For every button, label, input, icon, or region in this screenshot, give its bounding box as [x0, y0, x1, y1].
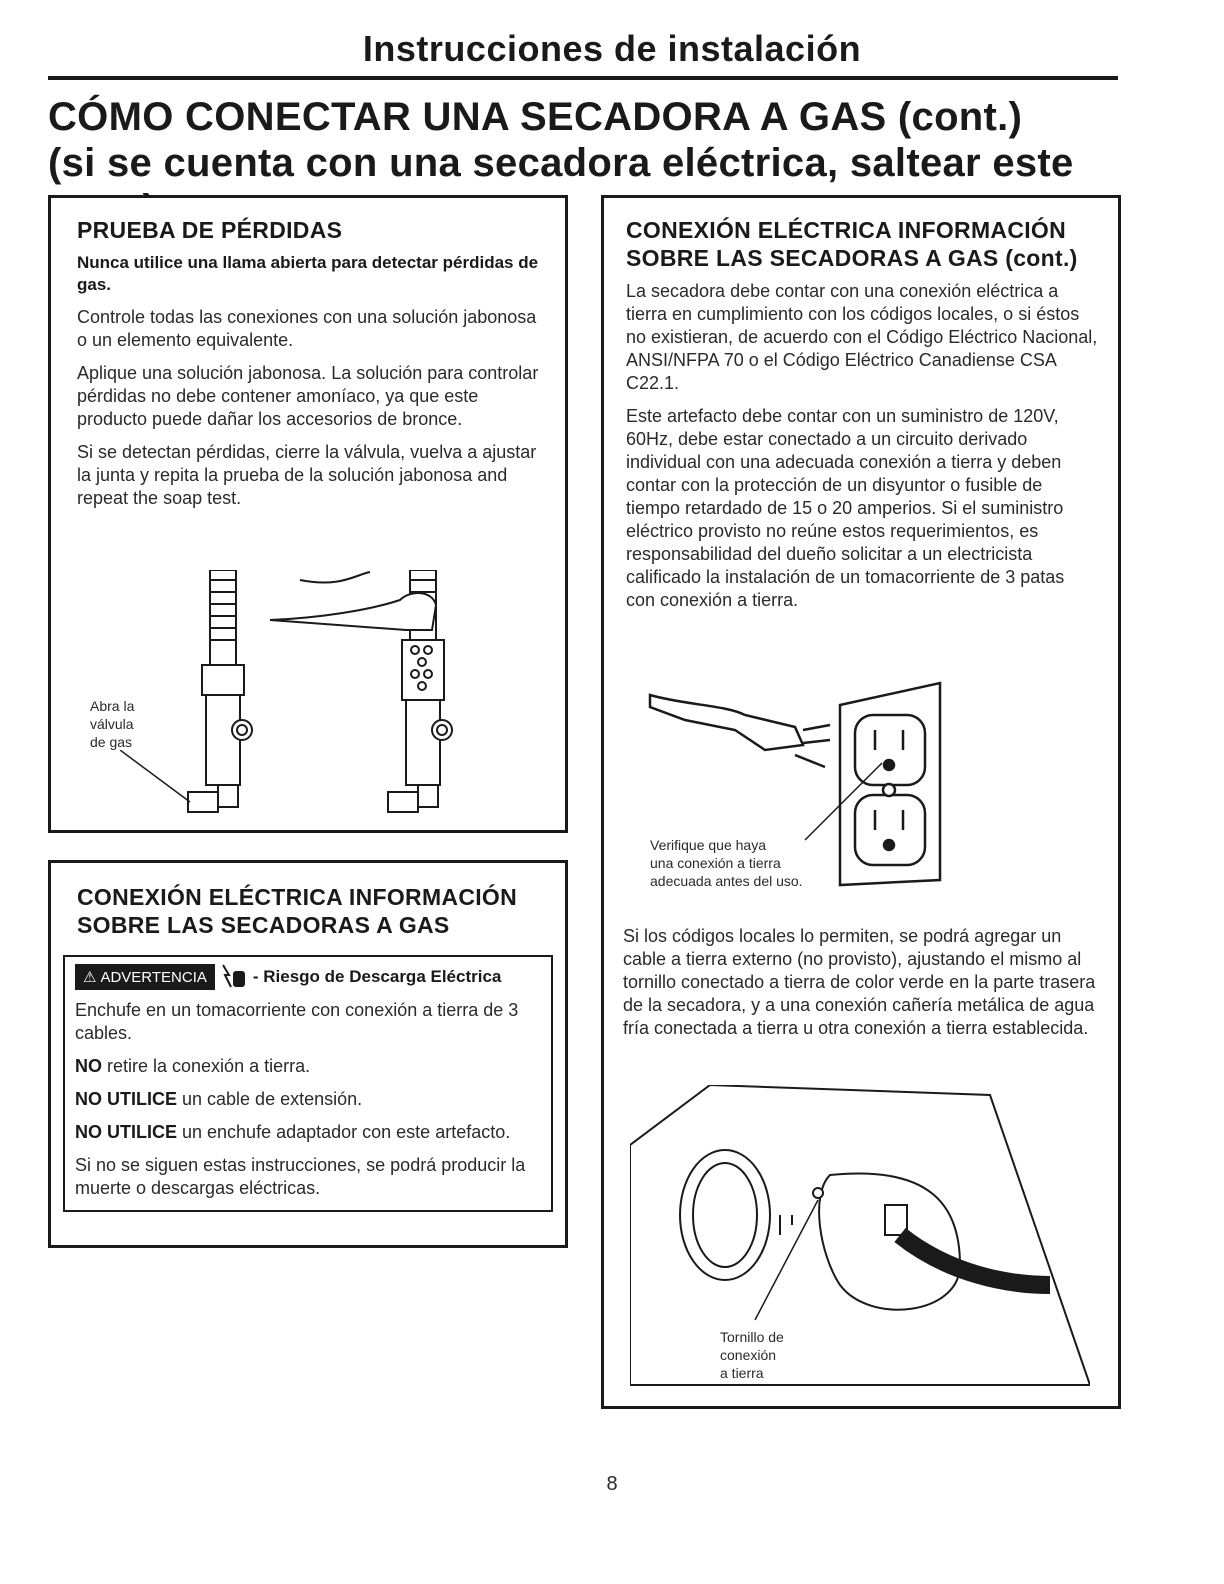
- electrical-left-title-line2: SOBRE LAS SECADORAS A GAS: [77, 912, 450, 938]
- page-number: 8: [606, 1473, 618, 1495]
- ground-screw-caption-line1: Tornillo de: [720, 1329, 784, 1345]
- page-title-line1: CÓMO CONECTAR UNA SECADORA A GAS (cont.): [48, 95, 1023, 139]
- warning-header: [75, 963, 541, 991]
- electrical-left-consequence: Si no se siguen estas instrucciones, se podrá producir la muerte o descargas eléctricas.: [75, 1155, 526, 1198]
- leak-test-paragraph-2: Aplique una solución jabonosa. La solución para controlar pérdidas no debe contener amoníaco, ya que este producto puede dañar los accesorios de bronce.: [77, 363, 539, 429]
- leak-test-paragraph-1: Controle todas las conexiones con una solución jabonosa o un elemento equivalente.: [77, 307, 537, 350]
- leak-test-warning: Nunca utilice una llama abierta para detectar pérdidas de gas.: [77, 253, 539, 294]
- ground-screw-pointer: [750, 1195, 830, 1325]
- no-remove-ground: [75, 1055, 541, 1078]
- no-remove-ground-text: retire la conexión a tierra.: [102, 1056, 311, 1076]
- warning-box: [63, 955, 553, 1212]
- electrical-right-title-line1: CONEXIÓN ELÉCTRICA INFORMACIÓN: [626, 217, 1067, 243]
- outlet-caption-line3: adecuada antes del uso.: [650, 873, 803, 889]
- electrical-info-panel-left: [48, 860, 568, 1248]
- dryer-ground-screw-illustration: [630, 1085, 1090, 1395]
- no-extension-cord-bold: NO UTILICE: [75, 1089, 177, 1109]
- outlet-caption-line1: Verifique que haya: [650, 837, 766, 853]
- gas-valve-pointer: [120, 750, 200, 810]
- warning-badge-label: ADVERTENCIA: [100, 968, 207, 986]
- electrical-right-paragraph-2: Este artefacto debe contar con un suministro de 120V, 60Hz, debe estar conectado a un circuito derivado individual con una adecuada conexión a tierra y deben contar con la protección de un disyuntor o fusible de tiempo retardado de 15 o 20 amperios. Si el suministro eléctrico provisto no reúne estos requerimientos, es responsabilidad del dueño solicitar a un electricista calificado la instalación de un tomacorriente de 3 patas con conexión a tierra.: [626, 406, 1065, 610]
- gas-valve-caption-line2: válvula: [90, 716, 134, 732]
- no-adapter-plug: [75, 1121, 541, 1144]
- leak-test-paragraph-3: Si se detectan pérdidas, cierre la válvula, vuelva a ajustar la junta y repita la prueba de la solución jabonosa and repeat the soap test.: [77, 442, 537, 508]
- no-adapter-plug-text: un enchufe adaptador con este artefacto.: [177, 1122, 511, 1142]
- no-extension-cord: [75, 1088, 541, 1111]
- gas-valve-illustration: [170, 570, 490, 820]
- ground-screw-caption-line3: a tierra: [720, 1365, 764, 1381]
- warning-badge: [75, 964, 215, 990]
- gas-valve-caption-line3: de gas: [90, 734, 133, 750]
- no-adapter-plug-bold: NO UTILICE: [75, 1122, 177, 1142]
- ground-screw-caption-line2: conexión: [720, 1347, 777, 1363]
- header-title: Instrucciones de instalación: [362, 28, 862, 69]
- electrical-right-paragraph-1: La secadora debe contar con una conexión eléctrica a tierra en cumplimiento con los códigos locales, o si éstos no existieran, de acuerdo con el Código Eléctrico Nacional, ANSI/NFPA 70 o el Código Eléctrico Canadiense CSA C22.1.: [626, 281, 1098, 393]
- header-divider: [48, 76, 1118, 80]
- electrical-right-title-line2: SOBRE LAS SECADORAS A GAS (cont.): [626, 245, 1078, 271]
- electrical-left-title-line1: CONEXIÓN ELÉCTRICA INFORMACIÓN: [77, 884, 518, 910]
- warning-risk-text: - Riesgo de Descarga Eléctrica: [252, 967, 502, 986]
- outlet-caption-line2: una conexión a tierra: [650, 855, 781, 871]
- no-extension-cord-text: un cable de extensión.: [177, 1089, 363, 1109]
- page-title-line2: (si se cuenta con una secadora eléctrica, saltear este: [48, 141, 1074, 185]
- gas-valve-caption-line1: Abra la: [90, 698, 135, 714]
- electrical-left-paragraph-1: Enchufe en un tomacorriente con conexión a tierra de 3 cables.: [75, 1000, 519, 1043]
- no-remove-ground-bold: NO: [75, 1056, 102, 1076]
- ground-screw-caption: [720, 1328, 784, 1382]
- outlet-pointer: [800, 755, 890, 845]
- outlet-caption: [650, 836, 803, 890]
- leak-test-title: PRUEBA DE PÉRDIDAS: [77, 217, 343, 243]
- gas-valve-caption: [90, 697, 134, 751]
- electric-shock-icon: [219, 963, 249, 991]
- electrical-right-paragraph-3: Si los códigos locales lo permiten, se podrá agregar un cable a tierra externo (no provisto), ajustando el mismo al tornillo conectado a tierra de color verde en la parte trasera de la secadora, y a una conexión cañería metálica de agua fría conectada a tierra u otra conexión a tierra establecida.: [623, 926, 1096, 1038]
- electrical-right-paragraph-3-wrap: [623, 925, 1101, 1050]
- warning-triangle-icon: ⚠: [83, 969, 97, 986]
